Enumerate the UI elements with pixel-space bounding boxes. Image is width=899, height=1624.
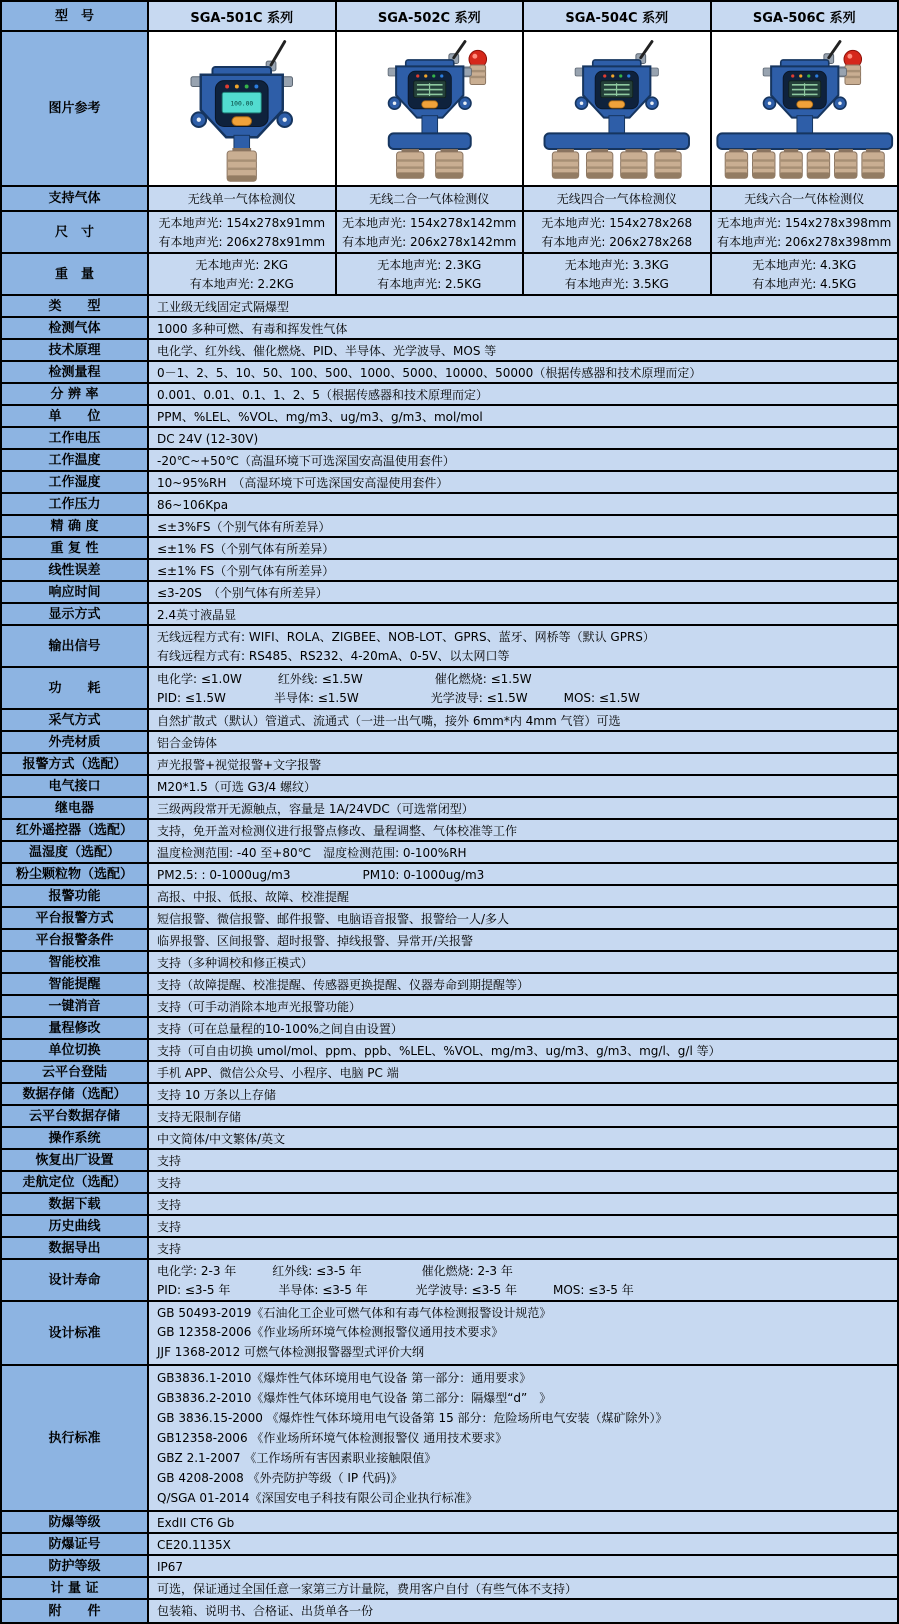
spec-value-humidity (149, 472, 897, 494)
spec-row-accuracy (2, 516, 897, 538)
spec-row-factory-reset (2, 1150, 897, 1172)
model-header-sga-501c: SGA-501C 系列 (149, 2, 337, 32)
spec-row-type (2, 296, 897, 318)
spec-value-line: GB3836.1-2010《爆炸性气体环境用电气设备 第一部分：通用要求》 (157, 1370, 532, 1385)
sensor-cylinder-icon (435, 149, 462, 178)
weight-value-line: 无本地声光: 4.3KG (752, 258, 857, 272)
row-label-smart-reminder: 智能提醒 (2, 974, 149, 996)
row-label-type: 类 型 (2, 296, 149, 318)
row-label-range: 检测量程 (2, 362, 149, 384)
spec-value-repeatability (149, 538, 897, 560)
spec-value-resolution (149, 384, 897, 406)
row-label-data-export: 数据导出 (2, 1238, 149, 1260)
detector-body-icon (191, 67, 293, 137)
sensor-cylinder-icon (655, 149, 681, 178)
spec-row-housing (2, 732, 897, 754)
spec-row-smart-reminder (2, 974, 897, 996)
row-label-smart-calibration: 智能校准 (2, 952, 149, 974)
weight-value-3 (712, 254, 898, 296)
spec-value-line: GB 4208-2008 《外壳防护等级（ IP 代码)》 (157, 1470, 403, 1485)
spec-value-type (149, 296, 897, 318)
weight-value-line: 有本地声光: 2.2KG (189, 277, 294, 291)
row-label-sampling: 采气方式 (2, 710, 149, 732)
spec-value-linearity (149, 560, 897, 582)
sensor-cylinder-icon (779, 149, 801, 178)
spec-value-line: 支持，免开盖对检测仪进行报警点修改、量程调整、气体校准等工作 (157, 824, 518, 838)
spec-value-relay (149, 798, 897, 820)
row-label-metrology-cert: 计 量 证 (2, 1578, 149, 1600)
spec-value-line: 手机 APP、微信公众号、小程序、电脑 PC 端 (157, 1066, 399, 1080)
spec-value-temperature (149, 450, 897, 472)
dimension-value-line: 无本地声光: 154x278x268 (541, 216, 693, 230)
sensor-cylinder-icon (227, 148, 256, 181)
dimension-value-line: 有本地声光: 206x278x91mm (158, 235, 326, 249)
spec-value-line: 2.4英寸液晶显 (157, 608, 237, 622)
spec-value-line: 支持 10 万条以上存储 (157, 1088, 276, 1102)
spec-value-alarm-function (149, 886, 897, 908)
spec-value-unit (149, 406, 897, 428)
spec-value-line: 支持 (157, 1220, 182, 1234)
spec-value-line: 包装箱、说明书、合格证、出货单各一份 (157, 1604, 374, 1618)
row-label-model: 型 号 (2, 2, 149, 32)
button-icon (609, 101, 625, 108)
row-label-temperature: 工作温度 (2, 450, 149, 472)
spec-row-detection-gas (2, 318, 897, 340)
button-icon (796, 101, 812, 108)
device-image-sga-504c (524, 32, 712, 187)
row-label-accessories: 附 件 (2, 1600, 149, 1622)
spec-value-line: 高报、中报、低报、故障、校准提醒 (157, 890, 350, 904)
spec-row-dust (2, 864, 897, 886)
spec-row-metrology-cert (2, 1578, 897, 1600)
dimension-value-3 (712, 212, 898, 254)
spec-value-protection-class (149, 1556, 897, 1578)
detector-body-icon (575, 60, 658, 118)
spec-value-line: 0.001、0.01、0.1、1、2、5（根据传感器和技术原理而定） (157, 388, 489, 402)
spec-value-line: PPM、%LEL、%VOL、mg/m3、ug/m3、g/m3、mol/mol (157, 410, 483, 424)
spec-row-accessories (2, 1600, 897, 1622)
dimension-value-line: 有本地声光: 206x278x398mm (717, 235, 892, 249)
spec-value-accessories (149, 1600, 897, 1622)
spec-value-line: IP67 (157, 1560, 184, 1574)
spec-value-line: 有线远程方式有: RS485、RS232、4-20mA、0-5V、以太网口等 (157, 649, 510, 663)
row-label-alarm-function: 报警功能 (2, 886, 149, 908)
detector-body-icon (388, 60, 471, 118)
spec-value-cloud-login (149, 1062, 897, 1084)
spec-row-design-standard (2, 1302, 897, 1366)
spec-value-explosion-cert (149, 1534, 897, 1556)
row-label-data-storage: 数据存储（选配） (2, 1084, 149, 1106)
spec-row-electrical-port (2, 776, 897, 798)
row-label-output-signal: 输出信号 (2, 626, 149, 668)
spec-value-line: PID: ≤1.5W 半导体: ≤1.5W 光学波导: ≤1.5W MOS: ≤1.5W (157, 691, 640, 705)
spec-value-alarm-mode (149, 754, 897, 776)
spec-row-navigation (2, 1172, 897, 1194)
spec-value-line: 支持 (157, 1242, 182, 1256)
spec-value-ir-remote (149, 820, 897, 842)
spec-row-temp-humidity (2, 842, 897, 864)
weight-value-line: 无本地声光: 2KG (195, 258, 289, 272)
weight-row (2, 254, 897, 296)
row-label-unit-switch: 单位切换 (2, 1040, 149, 1062)
spec-row-principle (2, 340, 897, 362)
spec-value-smart-reminder (149, 974, 897, 996)
spec-value-line: 自然扩散式（默认）管道式、流通式（一进一出气嘴，接外 6mm*内 4mm 气管）可选 (157, 714, 621, 728)
spec-value-line: GB 12358-2006《作业场所环境气体检测报警仪通用技术要求》 (157, 1325, 504, 1340)
spec-value-line: 临界报警、区间报警、超时报警、掉线报警、异常开/关报警 (157, 934, 474, 948)
gas-support-value-2: 无线四合一气体检测仪 (524, 187, 712, 212)
spec-value-navigation (149, 1172, 897, 1194)
spec-row-range (2, 362, 897, 384)
manifold-icon (545, 133, 689, 149)
spec-value-line: Q/SGA 01-2014《深国安电子科技有限公司企业执行标准》 (157, 1490, 478, 1505)
spec-value-execution-standard (149, 1366, 897, 1512)
spec-row-smart-calibration (2, 952, 897, 974)
weight-value-line: 有本地声光: 4.5KG (752, 277, 857, 291)
row-label-cloud-storage: 云平台数据存储 (2, 1106, 149, 1128)
spec-value-line: GB 50493-2019《石油化工企业可燃气体和有毒气体检测报警设计规范》 (157, 1306, 552, 1321)
spec-value-line: 温度检测范围: -40 至+80℃ 湿度检测范围: 0-100%RH (157, 846, 467, 860)
spec-value-line: CE20.1135X (157, 1538, 231, 1552)
spec-row-explosion-class (2, 1512, 897, 1534)
spec-value-line: 三级两段常开无源触点，容量是 1A/24VDC（可选常闭型） (157, 802, 474, 816)
spec-value-sampling (149, 710, 897, 732)
spec-value-line: 电化学: ≤1.0W 红外线: ≤1.5W 催化燃烧: ≤1.5W (157, 672, 532, 686)
spec-value-line: 支持 (157, 1176, 182, 1190)
row-label-factory-reset: 恢复出厂设置 (2, 1150, 149, 1172)
sensor-cylinder-icon (586, 149, 612, 178)
spec-value-pressure (149, 494, 897, 516)
spec-row-unit-switch (2, 1040, 897, 1062)
sensor-cylinder-icon (725, 149, 747, 178)
spec-row-resolution (2, 384, 897, 406)
model-header-sga-506c: SGA-506C 系列 (712, 2, 898, 32)
svg-text:100.00: 100.00 (230, 100, 254, 108)
row-label-history-curve: 历史曲线 (2, 1216, 149, 1238)
spec-value-line: PM2.5: : 0-1000ug/m3 PM10: 0-1000ug/m3 (157, 868, 485, 882)
spec-value-line: 支持（多种调校和修正模式） (157, 956, 314, 970)
spec-value-line: GB 3836.15-2000 《爆炸性气体环境用电气设备第 15 部分：危险场所电气安装（煤矿除外）》 (157, 1410, 668, 1425)
spec-value-output-signal (149, 626, 897, 668)
spec-value-line: DC 24V (12-30V) (157, 432, 259, 446)
spec-value-housing (149, 732, 897, 754)
model-header-sga-504c: SGA-504C 系列 (524, 2, 712, 32)
row-label-pressure: 工作压力 (2, 494, 149, 516)
spec-value-platform-alarm-condition (149, 930, 897, 952)
row-label-cloud-login: 云平台登陆 (2, 1062, 149, 1084)
spec-value-data-download (149, 1194, 897, 1216)
spec-row-output-signal (2, 626, 897, 668)
sensor-cylinder-icon (621, 149, 647, 178)
row-label-navigation: 走航定位（选配） (2, 1172, 149, 1194)
spec-row-linearity (2, 560, 897, 582)
row-label-mute: 一键消音 (2, 996, 149, 1018)
dimension-value-line: 有本地声光: 206x278x142mm (342, 235, 517, 249)
spec-value-temp-humidity (149, 842, 897, 864)
gas-support-value-0: 无线单一气体检测仪 (149, 187, 337, 212)
spec-value-line: 可选，保证通过全国任意一家第三方计量院，费用客户自付（有些气体不支持） (157, 1582, 578, 1596)
button-icon (421, 101, 437, 108)
spec-value-line: ≤±3%FS（个别气体有所差异） (157, 520, 331, 534)
spec-row-cloud-login (2, 1062, 897, 1084)
manifold-icon (717, 133, 892, 149)
weight-value-0 (149, 254, 337, 296)
dimension-value-line: 无本地声光: 154x278x91mm (158, 216, 326, 230)
spec-row-protection-class (2, 1556, 897, 1578)
spec-row-unit (2, 406, 897, 428)
weight-value-line: 有本地声光: 2.5KG (377, 277, 482, 291)
row-label-housing: 外壳材质 (2, 732, 149, 754)
button-icon (232, 117, 252, 126)
spec-value-detection-gas (149, 318, 897, 340)
row-label-accuracy: 精 确 度 (2, 516, 149, 538)
gas-support-value-3: 无线六合一气体检测仪 (712, 187, 898, 212)
dimension-row (2, 212, 897, 254)
spec-row-data-download (2, 1194, 897, 1216)
spec-value-line: 支持 (157, 1198, 182, 1212)
spec-value-line: 支持（故障提醒、校准提醒、传感器更换提醒、仪器寿命到期提醒等） (157, 978, 530, 992)
spec-row-temperature (2, 450, 897, 472)
spec-value-explosion-class (149, 1512, 897, 1534)
spec-value-smart-calibration (149, 952, 897, 974)
weight-value-line: 无本地声光: 2.3KG (377, 258, 482, 272)
sensor-cylinder-icon (752, 149, 774, 178)
spec-value-line: ExdII CT6 Gb (157, 1516, 235, 1530)
sensor-cylinder-icon (552, 149, 578, 178)
spec-row-history-curve (2, 1216, 897, 1238)
weight-value-2 (524, 254, 712, 296)
spec-row-platform-alarm-mode (2, 908, 897, 930)
row-label-linearity: 线性误差 (2, 560, 149, 582)
spec-value-line: GB3836.2-2010《爆炸性气体环境用电气设备 第二部分：隔爆型“d” 》 (157, 1390, 552, 1405)
row-label-gas-support: 支持气体 (2, 187, 149, 212)
row-label-design-life: 设计寿命 (2, 1260, 149, 1302)
row-label-range-modify: 量程修改 (2, 1018, 149, 1040)
spec-value-line: PID: ≤3-5 年 半导体: ≤3-5 年 光学波导: ≤3-5 年 MOS: ≤3-5 年 (157, 1283, 634, 1297)
spec-value-line: 中文简体/中文繁体/英文 (157, 1132, 286, 1146)
spec-value-line: 支持无限制存储 (157, 1110, 242, 1124)
row-label-ir-remote: 红外遥控器（选配） (2, 820, 149, 842)
spec-row-pressure (2, 494, 897, 516)
alarm-beacon-icon (836, 50, 861, 84)
spec-row-execution-standard (2, 1366, 897, 1512)
spec-row-platform-alarm-condition (2, 930, 897, 952)
spec-value-line: ≤±1% FS（个别气体有所差异） (157, 564, 335, 578)
row-label-os: 操作系统 (2, 1128, 149, 1150)
spec-value-range (149, 362, 897, 384)
row-label-relay: 继电器 (2, 798, 149, 820)
spec-row-alarm-function (2, 886, 897, 908)
sensor-cylinder-icon (396, 149, 423, 178)
spec-value-data-export (149, 1238, 897, 1260)
row-label-platform-alarm-mode: 平台报警方式 (2, 908, 149, 930)
gas-support-value-1: 无线二合一气体检测仪 (337, 187, 525, 212)
spec-value-history-curve (149, 1216, 897, 1238)
row-label-principle: 技术原理 (2, 340, 149, 362)
spec-row-ir-remote (2, 820, 897, 842)
spec-row-humidity (2, 472, 897, 494)
spec-value-electrical-port (149, 776, 897, 798)
device-image-sga-502c (337, 32, 525, 187)
spec-row-mute (2, 996, 897, 1018)
model-header-sga-502c: SGA-502C 系列 (337, 2, 525, 32)
spec-value-line: 电化学、红外线、催化燃烧、PID、半导体、光学波导、MOS 等 (157, 344, 497, 358)
row-label-weight: 重 量 (2, 254, 149, 296)
spec-value-os (149, 1128, 897, 1150)
dimension-value-line: 无本地声光: 154x278x398mm (717, 216, 892, 230)
image-row (2, 32, 897, 187)
spec-row-explosion-cert (2, 1534, 897, 1556)
spec-value-range-modify (149, 1018, 897, 1040)
spec-row-voltage (2, 428, 897, 450)
spec-row-response-time (2, 582, 897, 604)
spec-value-line: 铝合金铸体 (157, 736, 218, 750)
dimension-value-line: 有本地声光: 206x278x268 (541, 235, 693, 249)
spec-row-data-storage (2, 1084, 897, 1106)
spec-row-data-export (2, 1238, 897, 1260)
row-label-image: 图片参考 (2, 32, 149, 187)
spec-value-data-storage (149, 1084, 897, 1106)
row-label-response-time: 响应时间 (2, 582, 149, 604)
dimension-value-0 (149, 212, 337, 254)
spec-value-mute (149, 996, 897, 1018)
dimension-value-1 (337, 212, 525, 254)
row-label-power: 功 耗 (2, 668, 149, 710)
row-label-dust: 粉尘颗粒物（选配） (2, 864, 149, 886)
row-label-alarm-mode: 报警方式（选配） (2, 754, 149, 776)
spec-value-voltage (149, 428, 897, 450)
spec-value-design-standard (149, 1302, 897, 1366)
spec-value-line: -20℃~+50℃（高温环境下可选深国安高温使用套件） (157, 454, 455, 468)
weight-value-line: 无本地声光: 3.3KG (564, 258, 669, 272)
sensor-cylinder-icon (807, 149, 829, 178)
row-label-electrical-port: 电气接口 (2, 776, 149, 798)
row-label-explosion-cert: 防爆证号 (2, 1534, 149, 1556)
model-row (2, 2, 897, 32)
spec-value-accuracy (149, 516, 897, 538)
row-label-temp-humidity: 温湿度（选配） (2, 842, 149, 864)
spec-value-unit-switch (149, 1040, 897, 1062)
row-label-humidity: 工作湿度 (2, 472, 149, 494)
device-image-sga-501c (149, 32, 337, 187)
spec-row-alarm-mode (2, 754, 897, 776)
spec-value-line: 支持 (157, 1154, 182, 1168)
spec-row-design-life (2, 1260, 897, 1302)
spec-value-line: GB12358-2006 《作业场所环境气体检测报警仪 通用技术要求》 (157, 1430, 508, 1445)
spec-value-line: 支持（可手动消除本地声光报警功能） (157, 1000, 362, 1014)
spec-value-metrology-cert (149, 1578, 897, 1600)
spec-value-design-life (149, 1260, 897, 1302)
spec-value-line: 电化学: 2-3 年 红外线: ≤3-5 年 催化燃烧: 2-3 年 (157, 1264, 513, 1278)
dimension-value-line: 无本地声光: 154x278x142mm (342, 216, 517, 230)
row-label-data-download: 数据下载 (2, 1194, 149, 1216)
spec-value-principle (149, 340, 897, 362)
row-label-platform-alarm-condition: 平台报警条件 (2, 930, 149, 952)
spec-row-power (2, 668, 897, 710)
weight-value-1 (337, 254, 525, 296)
spec-value-line: 短信报警、微信报警、邮件报警、电脑语音报警、报警给一人/多人 (157, 912, 510, 926)
spec-value-cloud-storage (149, 1106, 897, 1128)
row-label-display: 显示方式 (2, 604, 149, 626)
spec-value-line: 工业级无线固定式隔爆型 (157, 300, 290, 314)
spec-value-line: 支持（可自由切换 umol/mol、ppm、ppb、%LEL、%VOL、mg/m3、ug/m3、g/m3、mg/l、g/l 等） (157, 1044, 721, 1058)
row-label-protection-class: 防护等级 (2, 1556, 149, 1578)
spec-value-line: GBZ 2.1-2007 《工作场所有害因素职业接触限值》 (157, 1450, 437, 1465)
spec-value-line: 10~95%RH （高湿环境下可选深国安高湿使用套件） (157, 476, 449, 490)
manifold-icon (388, 133, 470, 149)
spec-row-cloud-storage (2, 1106, 897, 1128)
spec-row-relay (2, 798, 897, 820)
spec-value-line: M20*1.5（可选 G3/4 螺纹） (157, 780, 316, 794)
weight-value-line: 有本地声光: 3.5KG (564, 277, 669, 291)
spec-value-line: JJF 1368-2012 可燃气体检测报警器型式评价大纲 (157, 1344, 425, 1359)
spec-value-dust (149, 864, 897, 886)
row-label-design-standard: 设计标准 (2, 1302, 149, 1366)
sensor-cylinder-icon (861, 149, 883, 178)
row-label-explosion-class: 防爆等级 (2, 1512, 149, 1534)
spec-value-line: 声光报警+视觉报警+文字报警 (157, 758, 322, 772)
row-label-dimension: 尺 寸 (2, 212, 149, 254)
row-label-execution-standard: 执行标准 (2, 1366, 149, 1512)
device-image-sga-506c (712, 32, 898, 187)
spec-value-line: 86~106Kpa (157, 498, 229, 512)
gas-support-row (2, 187, 897, 212)
spec-row-repeatability (2, 538, 897, 560)
spec-value-power (149, 668, 897, 710)
detector-body-icon (763, 60, 846, 118)
row-label-resolution: 分 辨 率 (2, 384, 149, 406)
row-label-detection-gas: 检测气体 (2, 318, 149, 340)
spec-value-response-time (149, 582, 897, 604)
spec-value-line: 0－1、2、5、10、50、100、500、1000、5000、10000、50000（根据传感器和技术原理而定） (157, 366, 702, 380)
spec-value-line: 支持（可在总量程的10-100%之间自由设置） (157, 1022, 403, 1036)
sensor-cylinder-icon (834, 149, 856, 178)
spec-value-line: ≤±1% FS（个别气体有所差异） (157, 542, 335, 556)
spec-value-display (149, 604, 897, 626)
row-label-voltage: 工作电压 (2, 428, 149, 450)
spec-value-factory-reset (149, 1150, 897, 1172)
spec-row-sampling (2, 710, 897, 732)
spec-value-platform-alarm-mode (149, 908, 897, 930)
spec-value-line: 1000 多种可燃、有毒和挥发性气体 (157, 322, 348, 336)
alarm-beacon-icon (461, 50, 486, 84)
spec-value-line: 无线远程方式有: WIFI、ROLA、ZIGBEE、NOB-LOT、GPRS、蓝牙、网桥等（默认 GPRS） (157, 630, 655, 644)
row-label-repeatability: 重 复 性 (2, 538, 149, 560)
spec-value-line: ≤3-20S （个别气体有所差异） (157, 586, 328, 600)
dimension-value-2 (524, 212, 712, 254)
spec-row-display (2, 604, 897, 626)
spec-row-os (2, 1128, 897, 1150)
row-label-unit: 单 位 (2, 406, 149, 428)
spec-row-range-modify (2, 1018, 897, 1040)
